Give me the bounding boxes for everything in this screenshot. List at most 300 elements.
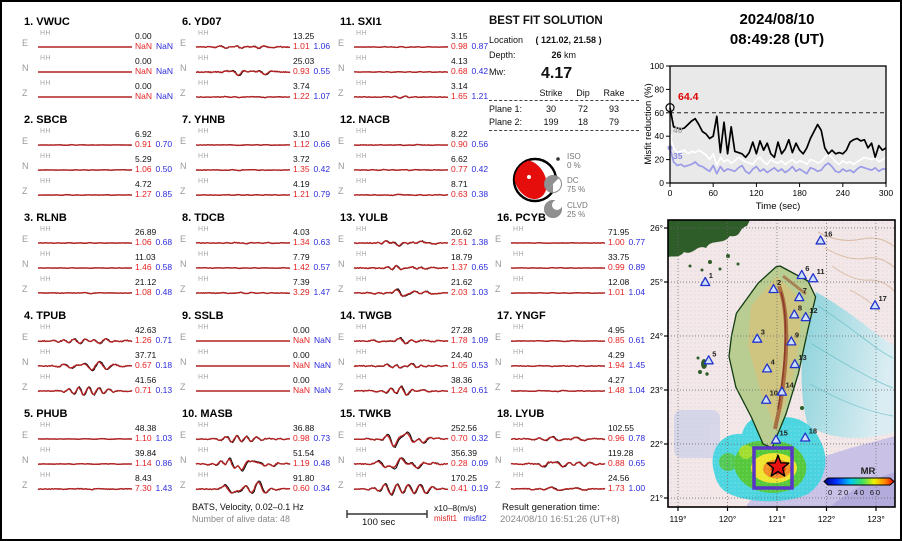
component-label: N xyxy=(180,259,187,269)
misfit1-value: 1.65 xyxy=(451,91,468,101)
waveform-row xyxy=(489,350,645,375)
waveform-trace xyxy=(196,328,292,351)
misfit2-value: 1.43 xyxy=(155,483,173,493)
station-header: 16. PCYB xyxy=(497,212,546,224)
misfit1-value: 2.51 xyxy=(451,237,468,247)
amplitude-value: 11.03 xyxy=(135,252,156,262)
channel-label: HH xyxy=(40,178,52,185)
amplitude-value: 170.25 xyxy=(451,473,477,483)
amplitude-value: 37.71 xyxy=(135,350,157,360)
depth-row xyxy=(489,50,659,60)
component-label: N xyxy=(180,161,187,171)
waveform-row xyxy=(489,448,645,473)
channel-label: HH xyxy=(40,128,52,135)
component-label: Z xyxy=(22,382,28,392)
component-label: N xyxy=(495,455,502,465)
station-block xyxy=(174,408,330,504)
location-row xyxy=(489,35,659,45)
component-label: E xyxy=(22,430,29,440)
waveform-trace xyxy=(354,451,450,474)
misfit2-value: 0.63 xyxy=(313,237,331,247)
svg-text:22°: 22° xyxy=(650,439,663,449)
misfit1-value: 1.00 xyxy=(608,237,625,247)
station-block xyxy=(16,114,172,210)
component-label: E xyxy=(495,430,502,440)
component-label: N xyxy=(338,357,345,367)
amplitude-value: 356.39 xyxy=(451,448,477,458)
svg-text:121°: 121° xyxy=(768,514,786,524)
waveform-trace xyxy=(38,328,134,351)
waveform-row xyxy=(174,473,330,498)
alive-data-label: Number of alive data: 48 xyxy=(192,514,291,524)
channel-label: HH xyxy=(356,128,368,135)
station-header: 2. SBCB xyxy=(24,114,68,126)
station-map xyxy=(650,214,902,541)
plot-background xyxy=(670,66,886,183)
waveform-trace xyxy=(196,182,292,205)
station-block xyxy=(332,16,488,112)
waveform-row xyxy=(332,473,488,498)
misfit1-value: 1.14 xyxy=(135,458,152,468)
channel-label: HH xyxy=(356,447,368,454)
svg-text:3: 3 xyxy=(760,327,765,337)
waveform-trace xyxy=(354,476,450,499)
plane1-row: Plane 1: 30 72 93 xyxy=(489,104,619,114)
amplitude-value: 48.38 xyxy=(135,423,157,433)
component-label: Z xyxy=(180,284,186,294)
misfit1-value: 0.96 xyxy=(608,433,625,443)
waveform-trace xyxy=(511,328,607,351)
mw-label: Mw: xyxy=(489,67,506,77)
station-block xyxy=(489,212,645,308)
clvd-pct: 25 % xyxy=(567,210,586,219)
amplitude-value: 8.71 xyxy=(451,179,468,189)
station-block xyxy=(174,212,330,308)
component-label: E xyxy=(22,38,29,48)
amplitude-value: 4.95 xyxy=(608,325,625,335)
misfit2-value: NaN xyxy=(314,335,332,345)
misfit1-value: 0.71 xyxy=(135,385,152,395)
misfit2-value: 1.07 xyxy=(313,91,331,101)
component-label: N xyxy=(338,63,345,73)
waveform-row xyxy=(16,154,172,179)
misfit1-value: 1.06 xyxy=(135,237,152,247)
svg-text:120: 120 xyxy=(749,188,764,198)
component-label: Z xyxy=(338,480,344,490)
trace-values xyxy=(608,325,654,345)
misfit2-value: 0.42 xyxy=(313,164,331,174)
amplitude-value: 3.74 xyxy=(293,81,310,91)
waveform-row xyxy=(16,423,172,448)
channel-label: HH xyxy=(356,324,368,331)
waveform-trace xyxy=(38,132,134,155)
waveform-trace xyxy=(196,426,292,449)
waveform-trace xyxy=(354,84,450,107)
waveform-row xyxy=(332,31,488,56)
channel-label: HH xyxy=(513,349,525,356)
svg-text:20: 20 xyxy=(654,154,664,165)
misfit2-value: 0.65 xyxy=(628,458,646,468)
waveform-row xyxy=(16,375,172,400)
channel-label: HH xyxy=(356,80,368,87)
channel-label: HH xyxy=(40,226,52,233)
amplitude-value: 36.88 xyxy=(293,423,315,433)
waveform-trace xyxy=(511,378,607,401)
svg-text:25°: 25° xyxy=(650,277,663,287)
misfit2-value: 0.38 xyxy=(471,189,489,199)
trace-values xyxy=(608,375,654,395)
component-label: Z xyxy=(338,382,344,392)
misfit1-value: 1.12 xyxy=(293,139,310,149)
y-axis-label: Misfit reduction (%) xyxy=(643,83,654,165)
component-label: N xyxy=(22,357,29,367)
misfit1-value: 0.90 xyxy=(451,139,468,149)
misfit1-value: 0.63 xyxy=(451,189,468,199)
component-label: E xyxy=(180,234,187,244)
dc-icon xyxy=(543,174,565,196)
station-header: 1. VWUC xyxy=(24,16,70,28)
station-header: 8. TDCB xyxy=(182,212,225,224)
waveform-row xyxy=(174,423,330,448)
waveform-row xyxy=(489,277,645,302)
station-header: 9. SSLB xyxy=(182,310,224,322)
waveform-row xyxy=(174,252,330,277)
waveform-trace xyxy=(196,132,292,155)
waveform-trace xyxy=(511,280,607,303)
amplitude-value: 7.79 xyxy=(293,252,310,262)
trace-values xyxy=(451,154,497,174)
x-axis-label: Time (sec) xyxy=(755,201,801,212)
misfit2-value: 0.50 xyxy=(155,164,173,174)
trace-values xyxy=(451,179,497,199)
mw-row xyxy=(489,65,659,83)
waveform-row xyxy=(332,154,488,179)
misfit2-value: 1.04 xyxy=(628,287,646,297)
solution-title: BEST FIT SOLUTION xyxy=(489,15,603,27)
trace-values xyxy=(608,227,654,247)
misfit2-value: NaN xyxy=(156,41,174,51)
misfit1-value: 1.94 xyxy=(608,360,625,370)
misfit1-value: 1.19 xyxy=(293,458,310,468)
waveform-row xyxy=(332,423,488,448)
svg-text:300: 300 xyxy=(878,188,894,198)
dc-item xyxy=(567,176,585,194)
misfit1-value: 1.22 xyxy=(293,91,310,101)
misfit1-value: 0.41 xyxy=(451,483,468,493)
misfit2-value: 0.79 xyxy=(313,189,331,199)
channel-label: HH xyxy=(356,276,368,283)
channel-label: HH xyxy=(198,128,210,135)
amplitude-value: 21.62 xyxy=(451,277,473,287)
amplitude-value: 13.25 xyxy=(293,31,315,41)
misfit1-value: 0.77 xyxy=(451,164,468,174)
waveform-trace xyxy=(38,157,134,180)
waveform-trace xyxy=(38,353,134,376)
waveform-trace xyxy=(354,182,450,205)
misfit2-value: NaN xyxy=(156,91,174,101)
event-time: 08:49:28 (UT) xyxy=(729,31,825,48)
misfit2-value: 0.09 xyxy=(471,458,489,468)
component-label: E xyxy=(338,38,345,48)
station-header: 17. YNGF xyxy=(497,310,546,322)
channel-label: HH xyxy=(513,447,525,454)
channel-label: HH xyxy=(40,153,52,160)
amplitude-value: 71.95 xyxy=(608,227,630,237)
channel-label: HH xyxy=(198,324,210,331)
amplitude-value: 41.56 xyxy=(135,375,157,385)
p-axis-dot xyxy=(527,175,531,179)
misfit2-value: 0.61 xyxy=(628,335,646,345)
misfit1-value: NaN xyxy=(135,91,153,101)
depth-label: Depth: xyxy=(489,50,516,60)
channel-label: HH xyxy=(40,349,52,356)
misfit2-value: 0.78 xyxy=(628,433,646,443)
misfit1-value: 0.98 xyxy=(451,41,468,51)
amplitude-value: 26.89 xyxy=(135,227,157,237)
amplitude-value: 38.36 xyxy=(451,375,473,385)
svg-text:100: 100 xyxy=(649,61,664,71)
svg-text:7: 7 xyxy=(802,286,807,296)
amplitude-units-label: x10–8(m/s) xyxy=(434,503,477,513)
waveform-row xyxy=(332,81,488,106)
waveform-row xyxy=(16,81,172,106)
waveform-row xyxy=(332,252,488,277)
svg-text:12: 12 xyxy=(809,306,818,316)
result-time-value: 2024/08/10 16:51:26 (UT+8) xyxy=(500,514,620,525)
misfit2-value: 1.03 xyxy=(471,287,489,297)
waveform-trace xyxy=(511,353,607,376)
station-header: 18. LYUB xyxy=(497,408,545,420)
misfit2-value: 0.58 xyxy=(155,262,173,272)
misfit1-value: 0.93 xyxy=(293,66,310,76)
channel-label: HH xyxy=(198,80,210,87)
misfit2-value: 1.45 xyxy=(628,360,646,370)
waveform-row xyxy=(489,423,645,448)
misfit2-value: 1.00 xyxy=(628,483,646,493)
misfit1-value: 0.88 xyxy=(608,458,625,468)
depth-unit: km xyxy=(564,50,577,60)
component-label: Z xyxy=(180,480,186,490)
amplitude-value: 4.27 xyxy=(608,375,625,385)
waveform-row xyxy=(174,129,330,154)
channel-label: HH xyxy=(40,30,52,37)
misfit2-value: 0.56 xyxy=(471,139,489,149)
station-block xyxy=(332,408,488,504)
station-block xyxy=(332,310,488,406)
channel-label: HH xyxy=(198,153,210,160)
svg-text:122°: 122° xyxy=(817,514,836,524)
station-header: 14. TWGB xyxy=(340,310,392,322)
amplitude-value: 0.00 xyxy=(293,350,310,360)
channel-label: HH xyxy=(40,447,52,454)
component-label: N xyxy=(22,161,29,171)
amplitude-value: 8.43 xyxy=(135,473,152,483)
amplitude-value: 4.19 xyxy=(293,179,310,189)
station-block xyxy=(16,16,172,112)
svg-text:14: 14 xyxy=(785,380,794,390)
misfit2-value: 1.38 xyxy=(471,237,489,247)
component-label: E xyxy=(180,430,187,440)
amplitude-value: 24.56 xyxy=(608,473,630,483)
misfit2-value: 1.03 xyxy=(155,433,173,443)
misfit1-value: 1.78 xyxy=(451,335,468,345)
misfit1-value: 1.10 xyxy=(135,433,152,443)
waveform-row xyxy=(489,473,645,498)
channel-label: HH xyxy=(356,349,368,356)
misfit2-value: 0.61 xyxy=(471,385,489,395)
waveform-row xyxy=(332,129,488,154)
waveform-trace xyxy=(38,182,134,205)
misfit2-value: 0.66 xyxy=(313,139,331,149)
channel-label: HH xyxy=(356,226,368,233)
channel-label: HH xyxy=(198,374,210,381)
misfit2-value: 0.87 xyxy=(471,41,489,51)
channel-label: HH xyxy=(40,472,52,479)
component-label: Z xyxy=(338,186,344,196)
amplitude-value: 25.03 xyxy=(293,56,315,66)
amplitude-value: 4.29 xyxy=(608,350,625,360)
component-label: N xyxy=(180,455,187,465)
misfit2-value: 0.85 xyxy=(155,189,173,199)
misfit1-value: 1.08 xyxy=(135,287,152,297)
waveform-row xyxy=(332,227,488,252)
misfit2-value: 0.42 xyxy=(471,164,489,174)
amplitude-value: 0.00 xyxy=(135,81,152,91)
waveform-row xyxy=(16,448,172,473)
amplitude-value: 6.62 xyxy=(451,154,468,164)
misfit1-value: NaN xyxy=(293,335,311,345)
misfit2-value: NaN xyxy=(314,385,332,395)
waveform-row xyxy=(16,350,172,375)
misfit2-value: 0.77 xyxy=(628,237,646,247)
component-label: N xyxy=(22,259,29,269)
waveform-trace xyxy=(354,157,450,180)
dc-label: DC xyxy=(567,176,579,185)
waveform-row xyxy=(332,179,488,204)
amplitude-value: 24.40 xyxy=(451,350,473,360)
svg-text:2: 2 xyxy=(777,278,782,288)
misfit2-value: 0.70 xyxy=(155,139,173,149)
amplitude-value: 7.39 xyxy=(293,277,310,287)
waveform-row xyxy=(489,375,645,400)
amplitude-value: 3.10 xyxy=(293,129,310,139)
channel-label: HH xyxy=(356,472,368,479)
misfit1-value: 0.67 xyxy=(135,360,152,370)
component-label: N xyxy=(338,259,345,269)
waveform-trace xyxy=(38,378,134,401)
waveform-row xyxy=(16,473,172,498)
misfit2-value: 1.09 xyxy=(471,335,489,345)
misfit2-value: 0.71 xyxy=(155,335,173,345)
svg-text:1: 1 xyxy=(708,271,713,280)
svg-text:120°: 120° xyxy=(718,514,737,524)
dashed-divider xyxy=(489,130,639,131)
channel-label: HH xyxy=(198,55,210,62)
waveform-trace xyxy=(196,59,292,82)
misfit1-value: 0.99 xyxy=(608,262,625,272)
misfit1-value: 1.35 xyxy=(293,164,310,174)
svg-text:5: 5 xyxy=(712,349,717,359)
component-label: E xyxy=(338,136,345,146)
waveform-row xyxy=(174,81,330,106)
channel-label: HH xyxy=(513,324,525,331)
component-label: E xyxy=(22,136,29,146)
svg-text:8: 8 xyxy=(797,303,802,313)
misfit1-value: 1.26 xyxy=(135,335,152,345)
waveform-row xyxy=(174,227,330,252)
misfit1-value: 0.91 xyxy=(135,139,152,149)
trace-values xyxy=(608,423,654,443)
channel-label: HH xyxy=(513,472,525,479)
misfit2-value: 0.73 xyxy=(313,433,331,443)
channel-label: HH xyxy=(356,374,368,381)
scalebar-label: 100 sec xyxy=(362,517,396,528)
trace-values xyxy=(608,277,654,297)
component-label: N xyxy=(495,357,502,367)
station-block xyxy=(16,408,172,504)
waveform-row xyxy=(174,179,330,204)
component-label: E xyxy=(180,38,187,48)
svg-text:16: 16 xyxy=(824,229,833,239)
misfit1-value: NaN xyxy=(135,66,153,76)
channel-label: HH xyxy=(513,422,525,429)
amplitude-value: 12.08 xyxy=(608,277,630,287)
amplitude-value: 39.84 xyxy=(135,448,157,458)
waveform-trace xyxy=(38,230,134,253)
waveform-row xyxy=(489,252,645,277)
clvd-label: CLVD xyxy=(567,201,588,210)
depth-value: 26 xyxy=(551,50,562,60)
channel-label: HH xyxy=(198,276,210,283)
plane-table xyxy=(489,88,639,131)
misfit2-value: 0.89 xyxy=(628,262,646,272)
component-label: E xyxy=(22,332,29,342)
waveform-row xyxy=(332,375,488,400)
amplitude-value: 0.00 xyxy=(135,56,152,66)
waveform-trace xyxy=(354,353,450,376)
amplitude-value: 4.72 xyxy=(135,179,152,189)
svg-text:15: 15 xyxy=(779,428,788,438)
misfit2-value: 0.32 xyxy=(471,433,489,443)
svg-text:123°: 123° xyxy=(867,514,885,524)
misfit2-value: 0.48 xyxy=(155,287,173,297)
waveform-row xyxy=(174,56,330,81)
trace-values xyxy=(608,252,654,272)
waveform-row xyxy=(489,227,645,252)
waveform-trace xyxy=(354,59,450,82)
waveform-row xyxy=(16,129,172,154)
waveform-row xyxy=(332,448,488,473)
component-label: N xyxy=(495,259,502,269)
clvd-item xyxy=(567,201,588,219)
channel-label: HH xyxy=(356,30,368,37)
waveform-trace xyxy=(38,280,134,303)
channel-label: HH xyxy=(356,55,368,62)
misfit1-value: NaN xyxy=(293,385,311,395)
misfit1-value: 1.27 xyxy=(135,189,152,199)
misfit2-value: 0.48 xyxy=(313,458,331,468)
station-block xyxy=(174,16,330,112)
amplitude-value: 21.12 xyxy=(135,277,157,287)
misfit2-value: 1.21 xyxy=(471,91,489,101)
channel-label: HH xyxy=(198,30,210,37)
plane-table-header: Strike Dip Rake xyxy=(539,88,625,98)
component-label: Z xyxy=(338,284,344,294)
svg-text:180: 180 xyxy=(792,188,807,198)
channel-label: HH xyxy=(40,276,52,283)
misfit1-value: 0.28 xyxy=(451,458,468,468)
trace-values xyxy=(608,473,654,493)
